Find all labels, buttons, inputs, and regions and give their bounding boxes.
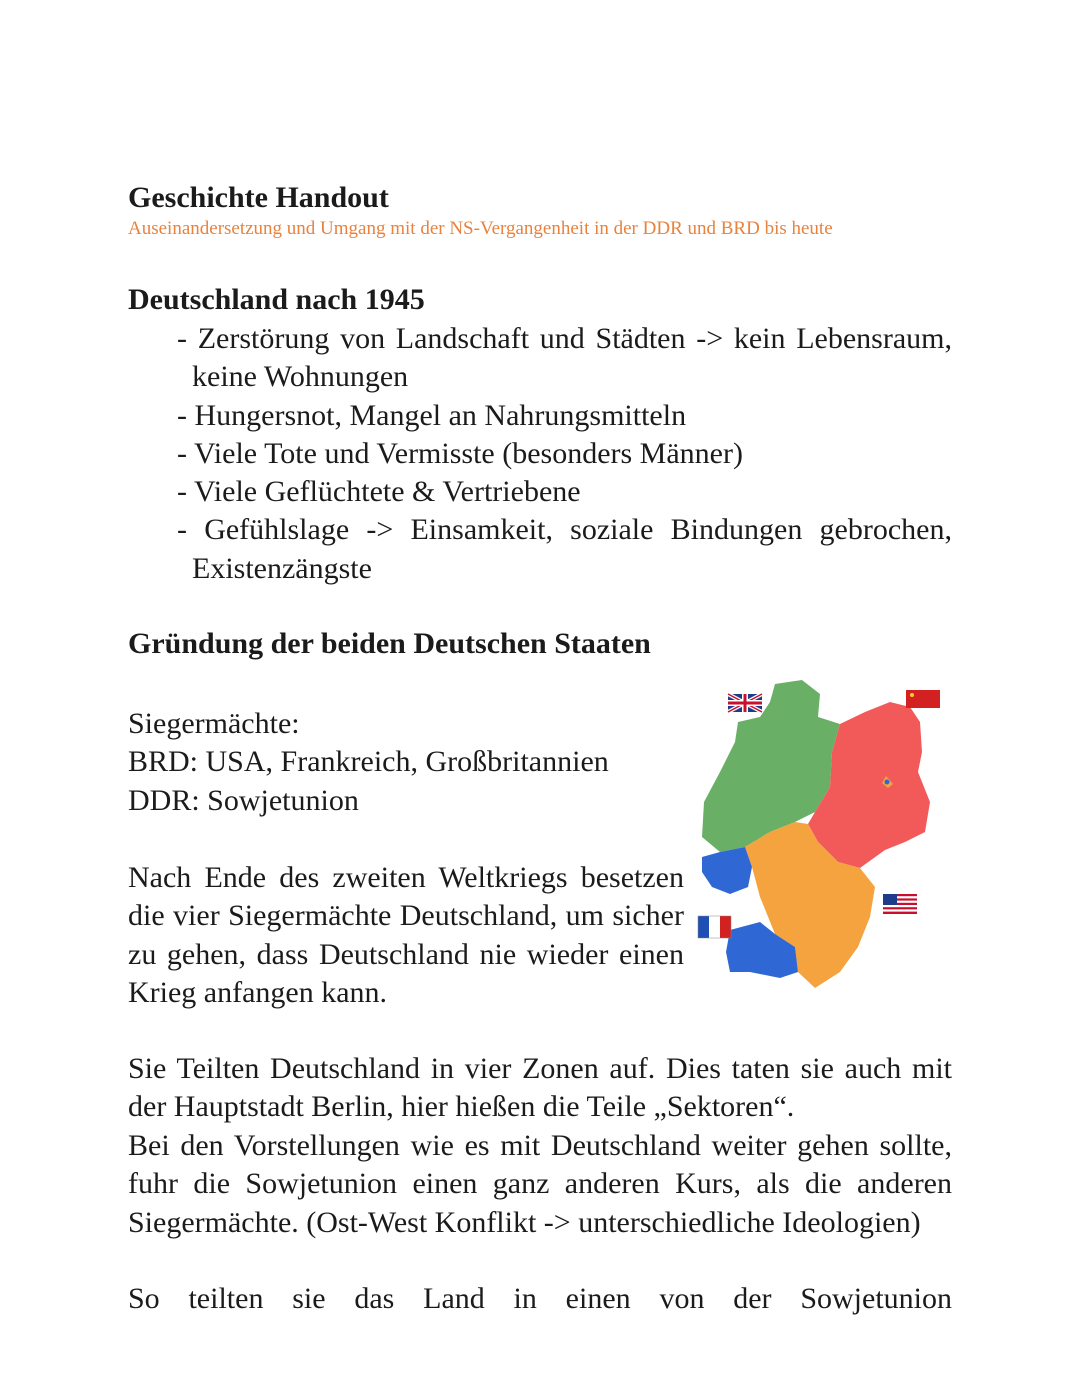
list-item: - Zerstörung von Landschaft und Städten -> kein Lebensraum, keine Wohnungen — [177, 322, 952, 394]
section-heading-founding: Gründung der beiden Deutschen Staaten — [128, 627, 651, 660]
bullet-list — [158, 320, 952, 588]
victors-label: Siegermächte: — [128, 707, 300, 740]
section-heading-germany-1945: Deutschland nach 1945 — [128, 283, 425, 316]
paragraph-occupation: Nach Ende des zweiten Weltkriegs besetzen die vier Siegermächte Deutschland, um sicher zu gehen, dass Deutschland nie wieder einen Krieg anfangen kann. — [128, 861, 684, 1009]
page-subtitle: Auseinandersetzung und Umgang mit der NS-Vergangenheit in der DDR und BRD bis heute — [128, 218, 833, 239]
paragraph-ideologies: Bei den Vorstellungen wie es mit Deutschland weiter gehen sollte, fuhr die Sowjetunion einen ganz anderen Kurs, als die anderen Siegermächte. (Ost-West Konflikt -> unterschiedliche Ideologien) — [128, 1129, 952, 1239]
victors-block — [128, 705, 688, 820]
brd-line: BRD: USA, Frankreich, Großbritannien — [128, 745, 609, 779]
france-flag-icon — [698, 916, 731, 938]
french-zone-north — [702, 847, 752, 894]
uk-flag-icon — [728, 694, 762, 712]
list-item: - Gefühlslage -> Einsamkeit, soziale Bindungen gebrochen, Existenzängste — [177, 513, 952, 585]
occupation-zones-map — [690, 672, 950, 998]
paragraph-division: So teilten sie das Land in einen von der Sowjetunion — [128, 1282, 952, 1315]
list-item: - Hungersnot, Mangel an Nahrungsmitteln — [177, 398, 687, 432]
usa-flag-icon — [883, 894, 917, 914]
list-item: - Viele Tote und Vermisste (besonders Männer) — [177, 436, 743, 470]
soviet-flag-icon — [906, 690, 940, 708]
list-item: - Viele Geflüchtete & Vertriebene — [177, 475, 581, 509]
ddr-line: DDR: Sowjetunion — [128, 783, 359, 817]
paragraph-zones: Sie Teilten Deutschland in vier Zonen auf. Dies taten sie auch mit der Hauptstadt Berlin, hier hießen die Teile „Sektoren“. — [128, 1052, 952, 1124]
page-title: Geschichte Handout — [128, 181, 389, 214]
